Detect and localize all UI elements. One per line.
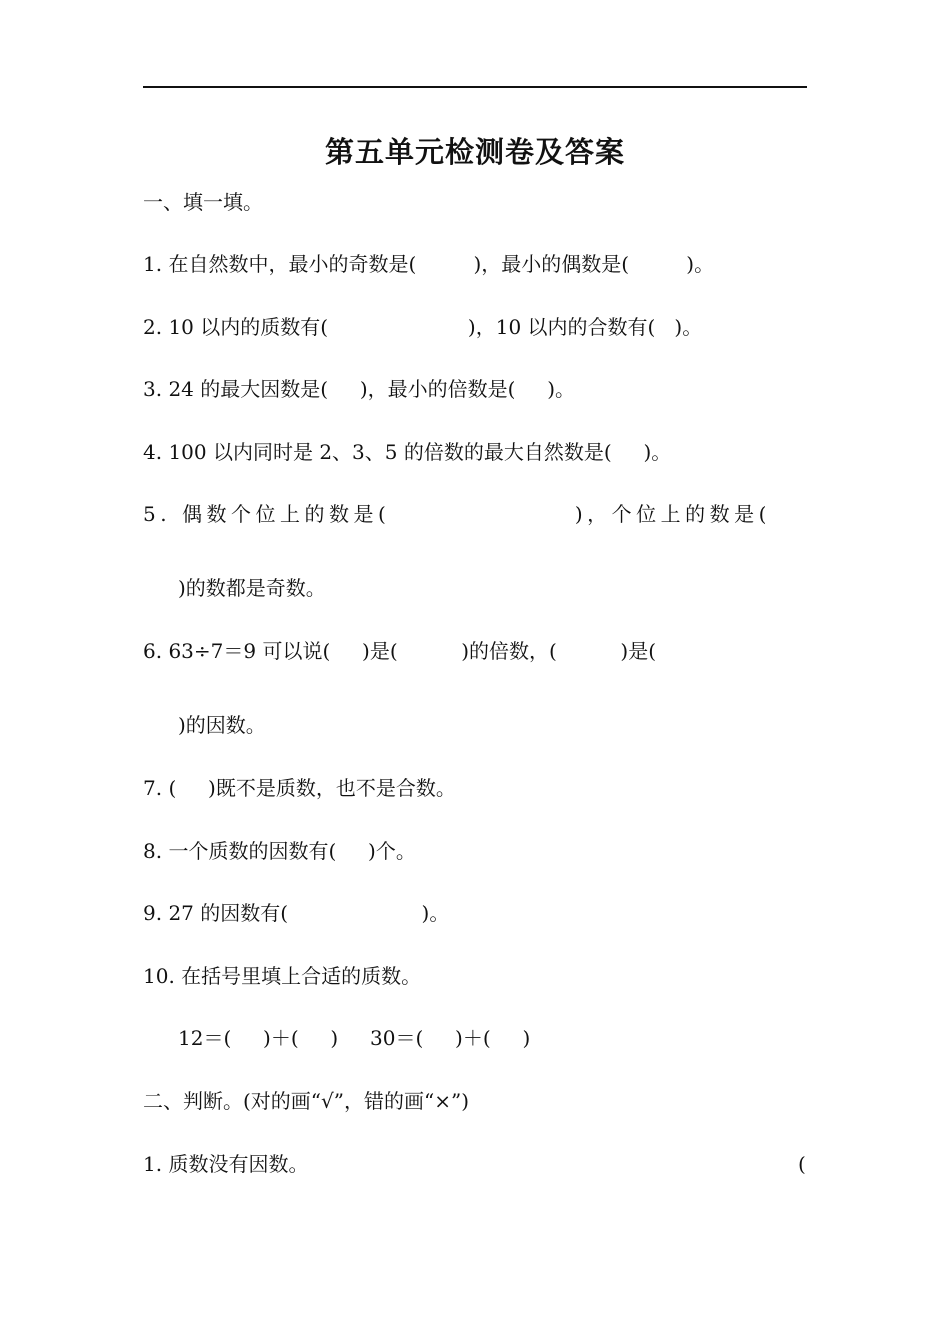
question-9: 9. 27 的因数有( )。 xyxy=(143,901,450,925)
question-10-equations: 12＝( )＋( ) 30＝( )＋( ) xyxy=(178,1026,531,1050)
question-2: 2. 10 以内的质数有( )，10 以内的合数有( )。 xyxy=(143,315,703,339)
judge-question-1: 1. 质数没有因数。 xyxy=(143,1152,309,1176)
question-6-line-2: )的因数。 xyxy=(178,713,266,737)
question-3: 3. 24 的最大因数是( )，最小的倍数是( )。 xyxy=(143,377,576,401)
question-5-line-2: )的数都是奇数。 xyxy=(178,576,326,600)
question-8: 8. 一个质数的因数有( )个。 xyxy=(143,839,416,863)
page-title: 第五单元检测卷及答案 xyxy=(324,135,625,169)
question-1: 1. 在自然数中，最小的奇数是( )，最小的偶数是( )。 xyxy=(143,252,715,276)
question-4: 4. 100 以内同时是 2、3、5 的倍数的最大自然数是( )。 xyxy=(143,440,672,464)
question-5-line-1: 5. 偶数个位上的数是( )，个位上的数是( xyxy=(143,502,771,526)
header-rule xyxy=(143,86,807,88)
section-heading-judge: 二、判断。(对的画“√”，错的画“×”) xyxy=(143,1089,470,1113)
section-heading-fill-in: 一、填一填。 xyxy=(143,190,263,214)
question-6-line-1: 6. 63÷7＝9 可以说( )是( )的倍数，( )是( xyxy=(143,639,657,663)
question-7: 7. ( )既不是质数，也不是合数。 xyxy=(143,776,456,800)
judge-answer-paren: ( xyxy=(798,1152,806,1176)
question-10: 10. 在括号里填上合适的质数。 xyxy=(143,964,422,988)
